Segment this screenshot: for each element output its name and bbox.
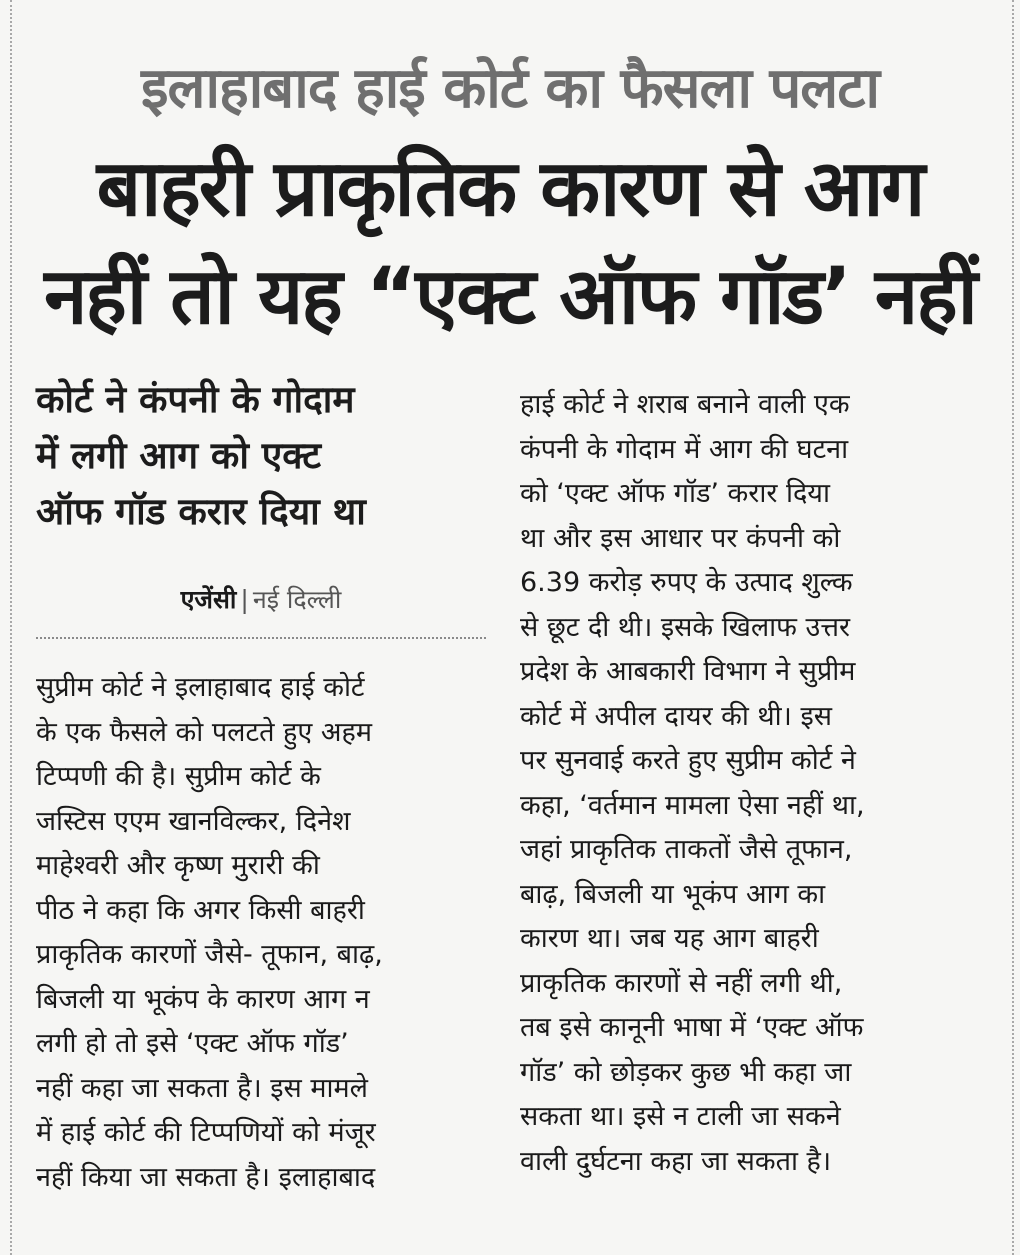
body-line: तब इसे कानूनी भाषा में ‘एक्ट ऑफ bbox=[520, 1012, 864, 1043]
body-line: कहा, ‘वर्तमान मामला ऐसा नहीं था, bbox=[520, 789, 865, 821]
body-line: प्राकृतिक कारणों से नहीं लगी थी, bbox=[520, 967, 843, 999]
body-line: प्रदेश के आबकारी विभाग ने सुप्रीम bbox=[520, 656, 856, 687]
headline-line-2: नहीं तो यह “एक्ट ऑफ गॉड’ नहीं bbox=[44, 252, 976, 342]
body-line: जहां प्राकृतिक ताकतों जैसे तूफान, bbox=[520, 834, 853, 865]
subhead-line: कोर्ट ने कंपनी के गोदाम bbox=[36, 378, 355, 421]
body-line: लगी हो तो इसे ‘एक्ट ऑफ गॉड’ bbox=[36, 1028, 349, 1059]
body-line: को ‘एक्ट ऑफ गॉड’ करार दिया bbox=[520, 478, 830, 509]
body-column-left bbox=[36, 666, 491, 1200]
body-line: बिजली या भूकंप के कारण आग न bbox=[36, 983, 370, 1015]
body-line: से छूट दी थी। इसके खिलाफ उत्तर bbox=[520, 611, 851, 643]
body-line: 6.39 करोड़ रुपए के उत्पाद शुल्क bbox=[520, 567, 853, 598]
kicker-headline: इलाहाबाद हाई कोर्ट का फैसला पलटा bbox=[141, 56, 879, 121]
body-line: जस्टिस एएम खानविल्कर, दिनेश bbox=[36, 805, 351, 837]
byline-city: नई दिल्ली bbox=[252, 585, 342, 614]
subhead-line: ऑफ गॉड करार दिया था bbox=[36, 490, 366, 533]
body-line: प्राकृतिक कारणों जैसे- तूफान, बाढ़, bbox=[36, 939, 383, 970]
page-border-right bbox=[1012, 0, 1014, 1255]
body-line: नहीं कहा जा सकता है। इस मामले bbox=[36, 1072, 368, 1104]
body-line: सुप्रीम कोर्ट ने इलाहाबाद हाई कोर्ट bbox=[36, 672, 365, 703]
body-line: पीठ ने कहा कि अगर किसी बाहरी bbox=[36, 894, 365, 926]
body-line: पर सुनवाई करते हुए सुप्रीम कोर्ट ने bbox=[520, 745, 856, 776]
body-line: में हाई कोर्ट की टिप्पणियों को मंजूर bbox=[36, 1117, 376, 1148]
page-border-left bbox=[10, 0, 12, 1255]
body-line: था और इस आधार पर कंपनी को bbox=[520, 522, 841, 554]
body-line: माहेश्वरी और कृष्ण मुरारी की bbox=[36, 850, 320, 881]
body-column-right bbox=[520, 383, 980, 1184]
headline-line-1: बाहरी प्राकृतिक कारण से आग bbox=[96, 144, 924, 234]
body-line: नहीं किया जा सकता है। इलाहाबाद bbox=[36, 1161, 376, 1193]
body-line: बाढ़, बिजली या भूकंप आग का bbox=[520, 878, 826, 910]
byline-separator: | bbox=[240, 585, 249, 614]
body-line: टिप्पणी की है। सुप्रीम कोर्ट के bbox=[36, 761, 321, 792]
body-line: कारण था। जब यह आग बाहरी bbox=[520, 923, 819, 954]
body-line: हाई कोर्ट ने शराब बनाने वाली एक bbox=[520, 389, 850, 420]
body-line: गॉड’ को छोड़कर कुछ भी कहा जा bbox=[520, 1056, 852, 1088]
body-line: कंपनी के गोदाम में आग की घटना bbox=[520, 433, 849, 465]
subheadline bbox=[36, 372, 496, 540]
byline-divider bbox=[36, 637, 486, 639]
body-line: वाली दुर्घटना कहा जा सकता है। bbox=[520, 1145, 832, 1177]
body-line: कोर्ट में अपील दायर की थी। इस bbox=[520, 700, 832, 732]
byline-agency: एजेंसी bbox=[180, 585, 237, 614]
byline bbox=[36, 582, 486, 616]
body-line: के एक फैसले को पलटते हुए अहम bbox=[36, 716, 373, 748]
subhead-line: में लगी आग को एक्ट bbox=[36, 434, 322, 477]
body-line: सकता था। इसे न टाली जा सकने bbox=[520, 1101, 841, 1132]
